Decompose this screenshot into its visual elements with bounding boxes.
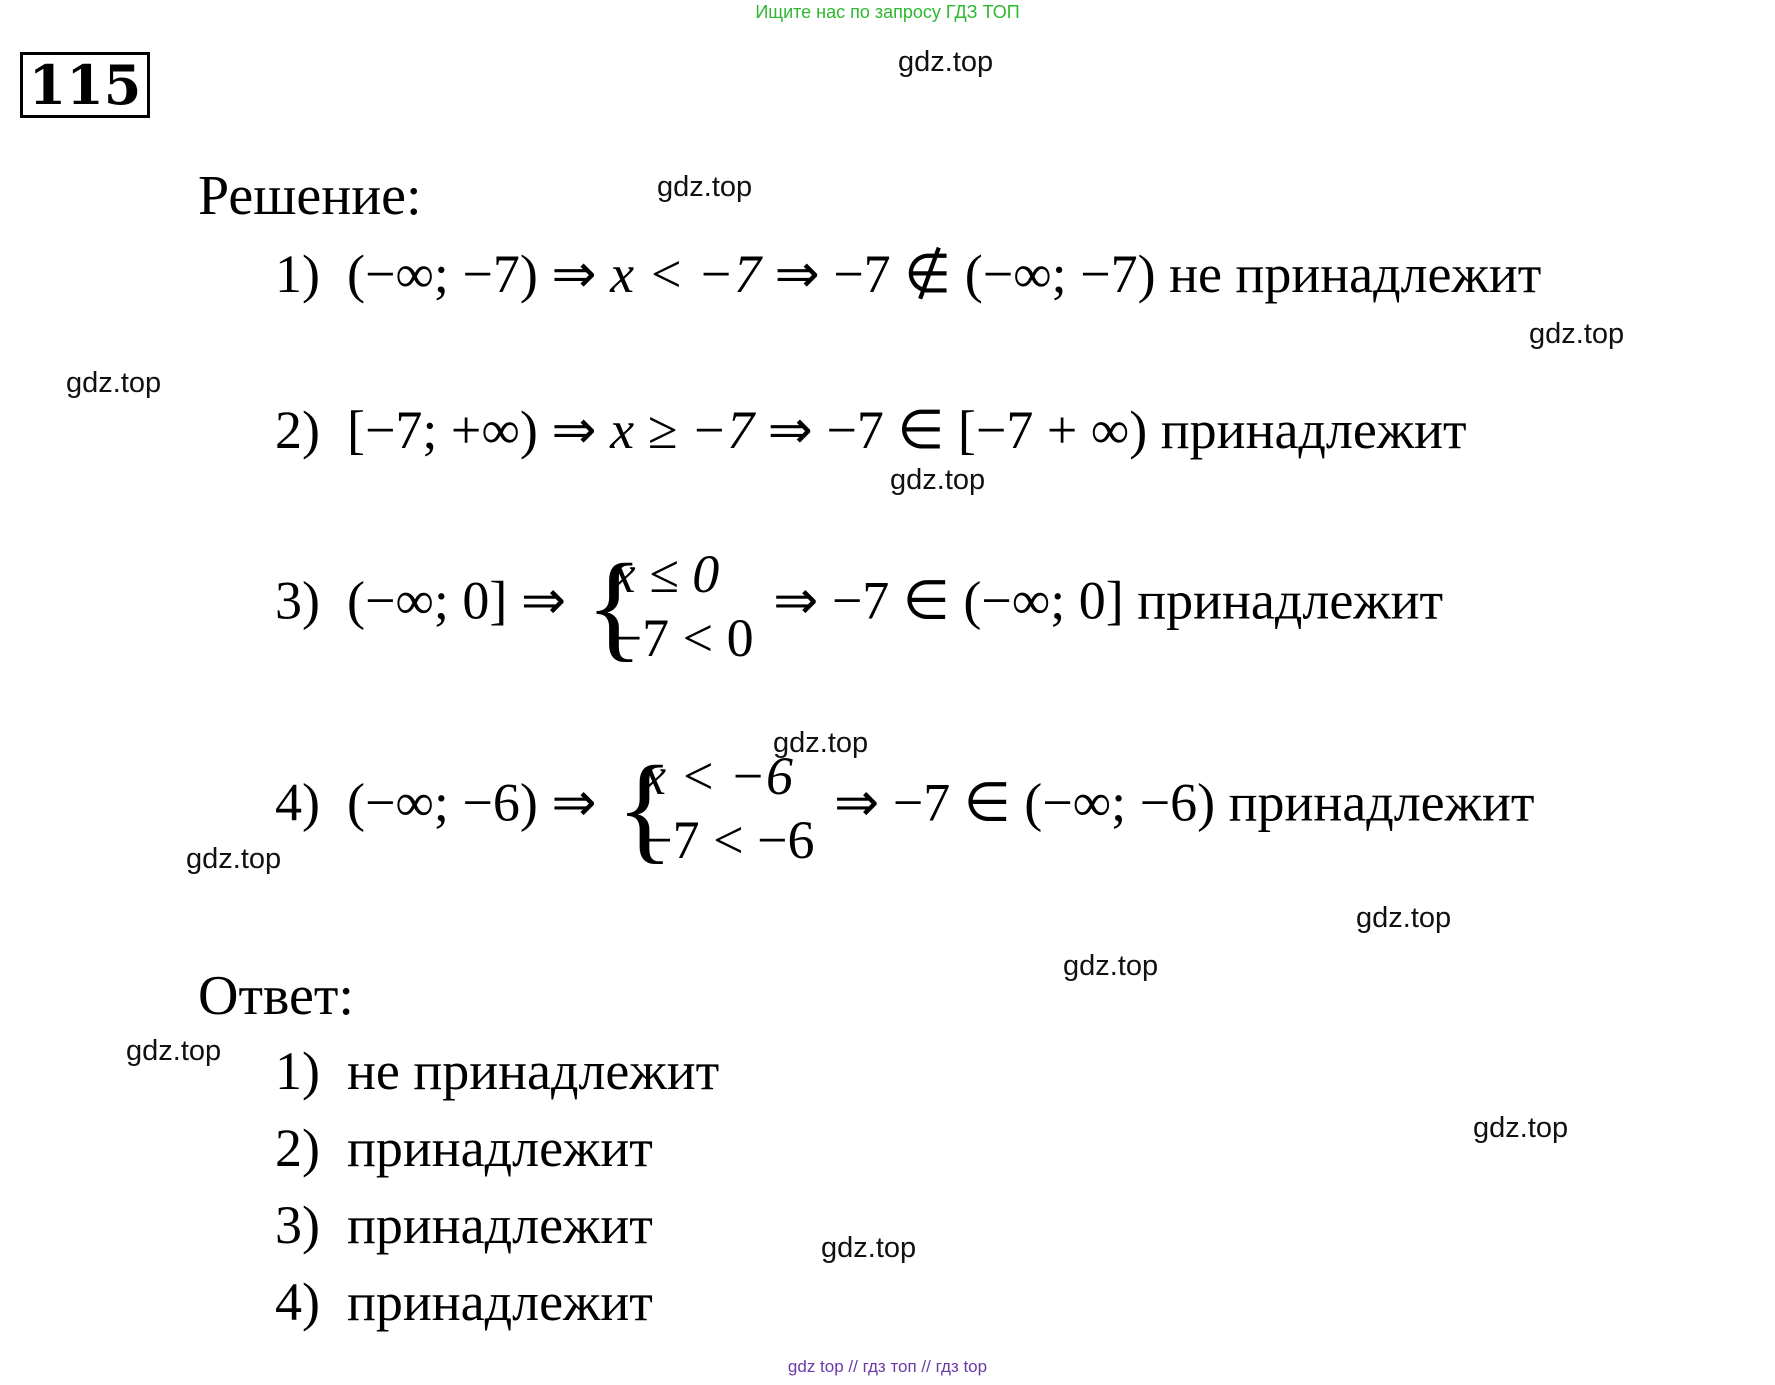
implies-symbol: ⇒ <box>833 772 880 833</box>
step-inequality: x ≥ −7 <box>610 400 755 460</box>
step-label: 3) <box>275 570 320 631</box>
watermark: gdz.top <box>1063 950 1159 982</box>
watermark: gdz.top <box>1529 318 1625 350</box>
answer-item-2 <box>275 1117 653 1179</box>
implies-symbol: ⇒ <box>773 570 819 631</box>
answer-label: 3) <box>275 1195 320 1255</box>
brace-symbol: { <box>585 539 644 672</box>
system-row: x ≤ 0 <box>611 544 720 604</box>
solution-title: Решение: <box>198 165 422 227</box>
step-label: 2) <box>275 400 320 460</box>
step-interval: (−∞; −6) <box>346 772 538 833</box>
answer-text: принадлежит <box>346 1118 653 1178</box>
step-interval: (−∞; −7) <box>346 244 538 304</box>
watermark: gdz.top <box>657 171 753 203</box>
step-conclusion: −7 ∈ (−∞; −6) принадлежит <box>892 772 1535 833</box>
solution-step-2 <box>275 400 1467 460</box>
step-conclusion: −7 ∈ (−∞; 0] принадлежит <box>831 570 1444 631</box>
inequality-system <box>616 741 815 874</box>
answer-item-3 <box>275 1194 653 1256</box>
watermark: gdz.top <box>186 843 282 875</box>
implies-symbol: ⇒ <box>520 570 567 631</box>
watermark: gdz.top <box>821 1232 917 1264</box>
step-label: 4) <box>275 772 320 833</box>
step-interval: [−7; +∞) <box>346 400 538 460</box>
watermark: gdz.top <box>898 46 994 78</box>
answer-label: 1) <box>275 1041 320 1101</box>
implies-symbol: ⇒ <box>551 772 597 833</box>
answer-title: Ответ: <box>198 965 354 1027</box>
answer-item-1 <box>275 1040 719 1102</box>
step-inequality: x < −7 <box>610 244 761 304</box>
answer-text: принадлежит <box>346 1272 653 1332</box>
implies-symbol: ⇒ <box>774 244 820 304</box>
implies-symbol: ⇒ <box>767 400 813 460</box>
solution-step-3 <box>275 539 1444 672</box>
watermark: gdz.top <box>66 367 162 399</box>
step-label: 1) <box>275 244 320 304</box>
step-interval: (−∞; 0] <box>346 570 508 631</box>
search-banner: Ищите нас по запросу ГДЗ ТОП <box>755 2 1020 22</box>
footer-links: gdz top // гдз топ // гдз top <box>787 1357 988 1376</box>
solution-step-1 <box>275 244 1541 304</box>
watermark: gdz.top <box>890 464 986 496</box>
system-row: −7 < −6 <box>642 810 815 870</box>
answer-text: принадлежит <box>346 1195 653 1255</box>
system-row: x < −6 <box>642 746 793 806</box>
inequality-system <box>585 539 754 672</box>
system-row: −7 < 0 <box>611 608 754 668</box>
step-conclusion: −7 ∈ [−7 + ∞) принадлежит <box>826 400 1467 460</box>
answer-text: не принадлежит <box>346 1041 720 1101</box>
implies-symbol: ⇒ <box>551 244 597 304</box>
answer-item-4 <box>275 1271 653 1333</box>
watermark: gdz.top <box>126 1035 222 1067</box>
watermark: gdz.top <box>1356 902 1452 934</box>
implies-symbol: ⇒ <box>551 400 597 460</box>
step-conclusion: −7 ∉ (−∞; −7) не принадлежит <box>833 244 1542 304</box>
watermark: gdz.top <box>773 727 869 759</box>
brace-symbol: { <box>616 741 674 874</box>
watermark: gdz.top <box>1473 1112 1569 1144</box>
problem-number: 115 <box>20 52 150 118</box>
answer-label: 4) <box>275 1272 320 1332</box>
answer-label: 2) <box>275 1118 320 1178</box>
